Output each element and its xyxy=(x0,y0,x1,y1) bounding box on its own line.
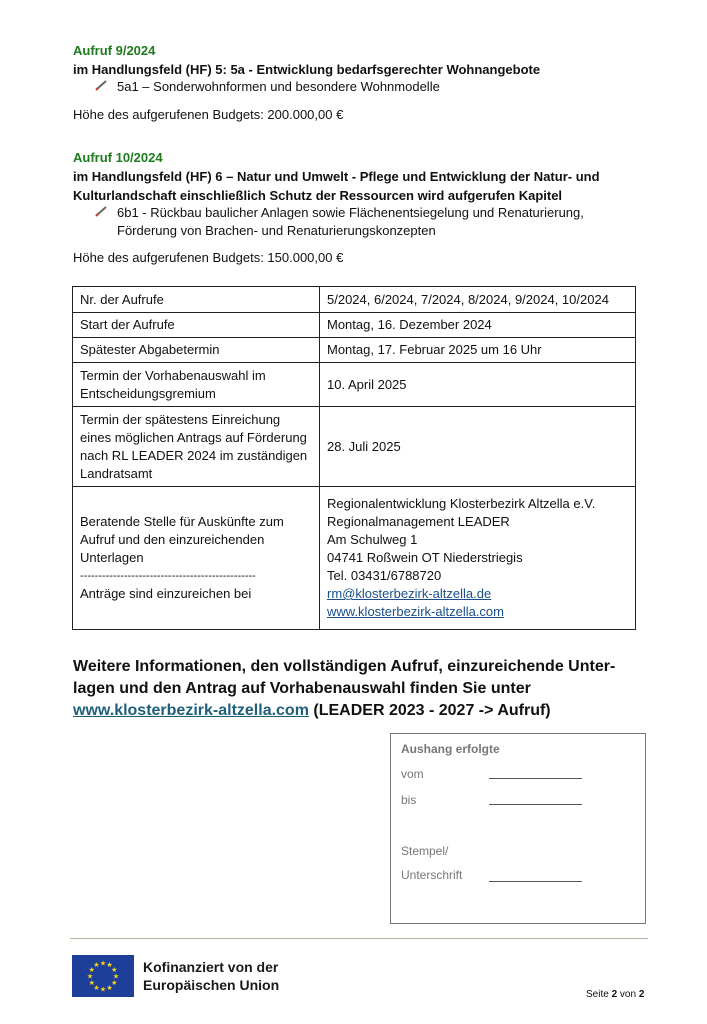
more-info-link[interactable]: www.klosterbezirk-altzella.com xyxy=(73,702,309,719)
row-value: 10. April 2025 xyxy=(320,363,636,407)
call-10-item-line1: 6b1 - Rückbau baulicher Anlagen sowie Flächenentsiegelung und Renaturierung, xyxy=(117,205,584,220)
eu-star-icon: ★ xyxy=(99,960,107,968)
eu-star-icon: ★ xyxy=(93,984,100,992)
eu-star-icon: ★ xyxy=(106,984,113,992)
call-10-item xyxy=(95,204,584,238)
row-value: 5/2024, 6/2024, 7/2024, 8/2024, 9/2024, 10/2024 xyxy=(320,287,636,313)
contact-label-line3: Unterlagen xyxy=(80,550,144,565)
table-row xyxy=(73,287,636,313)
contact-label xyxy=(73,487,320,630)
contact-org: Regionalentwicklung Klosterbezirk Altzella e.V. xyxy=(327,496,596,511)
more-info-line1: Weitere Informationen, den vollständigen Aufruf, einzureichende Unter- xyxy=(73,658,616,675)
table-row xyxy=(73,338,636,363)
contact-label-line1: Beratende Stelle für Auskünfte zum xyxy=(80,514,284,529)
posting-stamp-box xyxy=(390,733,646,924)
eu-star-icon: ★ xyxy=(112,973,120,981)
more-info-suffix: (LEADER 2023 - 2027 -> Aufruf) xyxy=(308,702,551,719)
pen-icon xyxy=(95,204,113,222)
row-value: Montag, 17. Februar 2025 um 16 Uhr xyxy=(320,338,636,363)
page-mid: von xyxy=(617,989,639,1000)
eu-cofunded-text xyxy=(143,958,279,994)
signature-line xyxy=(489,881,582,882)
stamp-to-line xyxy=(489,804,582,805)
stamp-from-line xyxy=(489,778,582,779)
eu-star-icon: ★ xyxy=(99,986,107,994)
contact-city: 04741 Roßwein OT Niederstriegis xyxy=(327,550,523,565)
eu-text-line1: Kofinanziert von der xyxy=(143,959,279,975)
contact-label-line4: Anträge sind einzureichen bei xyxy=(80,586,252,601)
table-row-contact xyxy=(73,487,636,630)
page-total: 2 xyxy=(638,989,645,1000)
row-value: Montag, 16. Dezember 2024 xyxy=(320,313,636,338)
call-10-title: Aufruf 10/2024 xyxy=(73,150,163,165)
contact-web-link[interactable]: www.klosterbezirk-altzella.com xyxy=(327,604,504,619)
eu-star-icon: ★ xyxy=(111,980,118,987)
row-label: Spätester Abgabetermin xyxy=(73,338,320,363)
call-10-item-line2: Förderung von Brachen- und Renaturierungskonzepten xyxy=(117,223,436,238)
info-table xyxy=(72,286,636,630)
stamp-box-title: Aushang erfolgte xyxy=(401,742,500,756)
table-row xyxy=(73,407,636,487)
more-info-paragraph xyxy=(73,656,653,722)
table-row xyxy=(73,363,636,407)
stamp-label: Stempel/ xyxy=(401,844,449,858)
stamp-from-label: vom xyxy=(401,767,424,781)
call-9-budget: Höhe des aufgerufenen Budgets: 200.000,00 € xyxy=(73,107,344,122)
eu-star-icon: ★ xyxy=(88,967,95,974)
call-9-item xyxy=(95,78,440,96)
contact-email-link[interactable]: rm@klosterbezirk-altzella.de xyxy=(327,586,492,601)
call-10-field xyxy=(73,167,643,205)
eu-star-icon: ★ xyxy=(88,980,95,987)
call-10-field-line2: Kulturlandschaft einschließlich Schutz der Ressourcen wird aufgerufen Kapitel xyxy=(73,188,563,203)
eu-star-icon: ★ xyxy=(86,973,94,981)
page-number xyxy=(586,989,644,1000)
contact-dept: Regionalmanagement LEADER xyxy=(327,514,510,529)
eu-star-icon: ★ xyxy=(111,967,118,974)
call-9-title: Aufruf 9/2024 xyxy=(73,43,156,58)
contact-separator: ------------------------------------------------ xyxy=(80,570,256,582)
row-label: Termin der Vorhabenauswahl im Entscheidungsgremium xyxy=(73,363,320,407)
footer-divider xyxy=(70,938,648,939)
table-row xyxy=(73,313,636,338)
call-10-item-text xyxy=(117,204,584,240)
contact-label-line2: Aufruf und den einzureichenden xyxy=(80,532,265,547)
signature-label: Unterschrift xyxy=(401,868,463,882)
stamp-to-label: bis xyxy=(401,793,417,807)
eu-star-icon: ★ xyxy=(93,962,100,970)
more-info-line2: lagen und den Antrag auf Vorhabenauswahl finden Sie unter xyxy=(73,680,531,697)
row-label: Nr. der Aufrufe xyxy=(73,287,320,313)
row-label: Start der Aufrufe xyxy=(73,313,320,338)
contact-address xyxy=(320,487,636,630)
call-10-budget: Höhe des aufgerufenen Budgets: 150.000,00 € xyxy=(73,250,344,265)
contact-street: Am Schulweg 1 xyxy=(327,532,418,547)
contact-phone: Tel. 03431/6788720 xyxy=(327,568,442,583)
row-label: Termin der spätestens Einreichung eines möglichen Antrags auf Förderung nach RL LEADER 2024 im zuständigen Landratsamt xyxy=(73,407,320,487)
eu-text-line2: Europäischen Union xyxy=(143,977,280,993)
page-current: 2 xyxy=(611,989,618,1000)
call-10-field-line1: im Handlungsfeld (HF) 6 – Natur und Umwelt - Pflege und Entwicklung der Natur- und xyxy=(73,169,600,184)
call-9-field: im Handlungsfeld (HF) 5: 5a - Entwicklung bedarfsgerechter Wohnangebote xyxy=(73,62,541,77)
page-prefix: Seite xyxy=(586,989,612,1000)
eu-star-icon: ★ xyxy=(106,962,113,970)
row-value: 28. Juli 2025 xyxy=(320,407,636,487)
eu-flag-logo xyxy=(72,955,134,997)
call-9-item-text: 5a1 – Sonderwohnformen und besondere Wohnmodelle xyxy=(117,79,440,94)
pen-icon xyxy=(95,78,113,96)
